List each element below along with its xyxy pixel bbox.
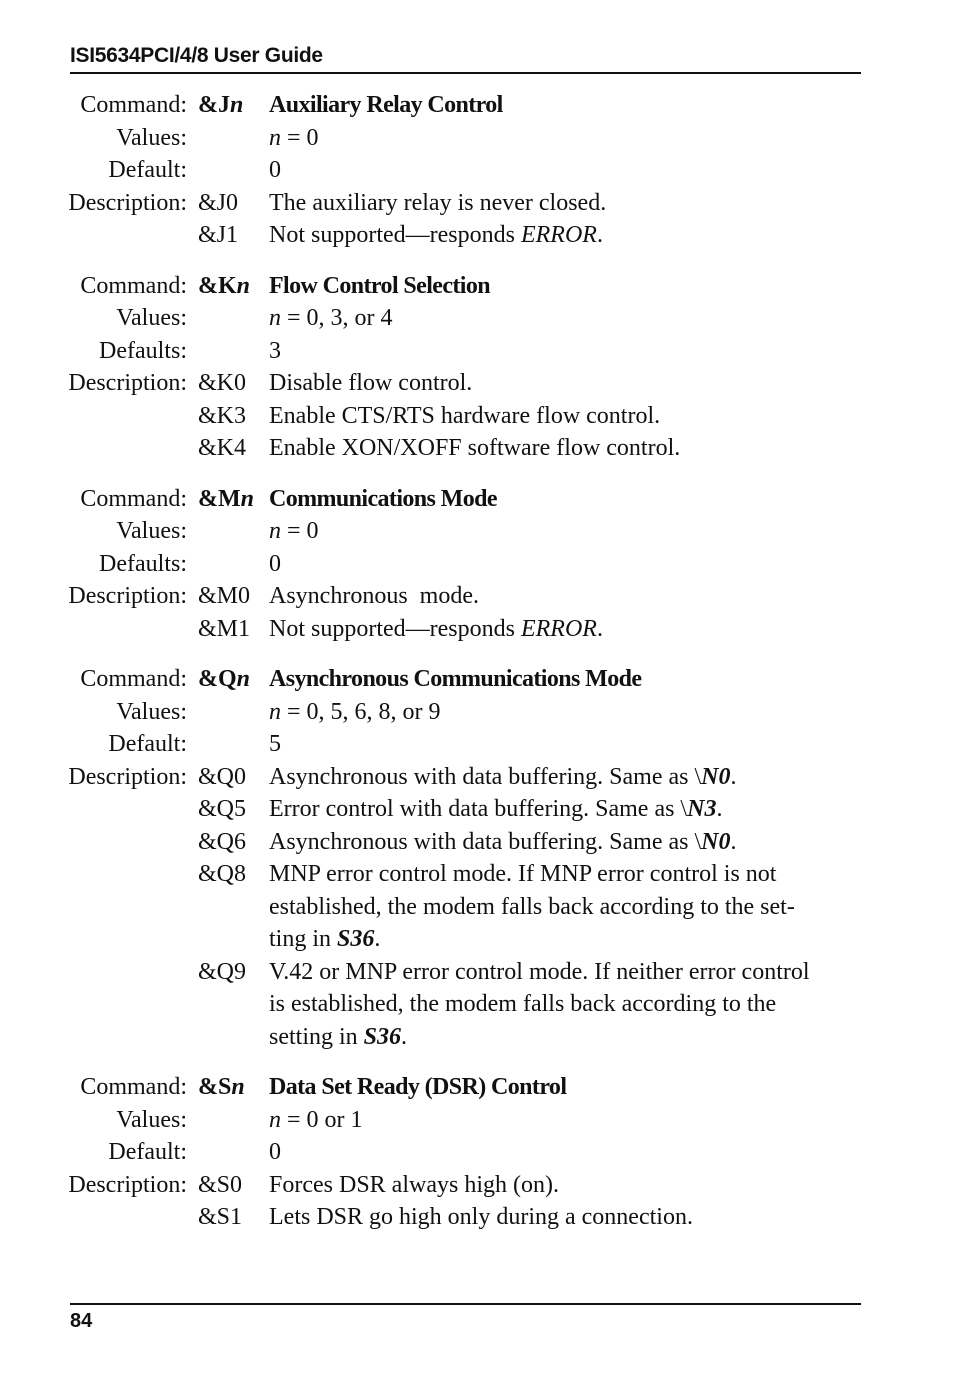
- option-text: Disable flow control.: [269, 370, 473, 396]
- command-entry-and-s: [0, 1071, 954, 1234]
- description-row: [0, 793, 954, 826]
- default-label: Default:: [108, 1139, 187, 1165]
- option-text: Enable CTS/RTS hardware flow control.: [269, 402, 661, 429]
- command-title: Asynchronous Communications Mode: [269, 666, 642, 692]
- description-row: [0, 1169, 954, 1202]
- option-code: &M1: [198, 615, 251, 642]
- default-value: 3: [269, 337, 281, 364]
- option-code: &K3: [198, 402, 246, 429]
- description-label: Description:: [68, 1171, 187, 1198]
- header-rule: [70, 72, 861, 74]
- default-row: [0, 728, 954, 761]
- description-row: [0, 187, 954, 220]
- values-label: Values:: [116, 124, 187, 151]
- values-row: [0, 515, 954, 548]
- option-text: Asynchronous with data buffering. Same as \N0.: [269, 828, 737, 855]
- option-code: &K4: [198, 435, 246, 461]
- default-label: Defaults:: [99, 550, 187, 577]
- description-row: [0, 826, 954, 859]
- default-row: [0, 1136, 954, 1169]
- command-label: Command:: [80, 272, 187, 299]
- default-value: 0: [269, 550, 281, 577]
- command-label: Command:: [80, 92, 187, 118]
- option-code: &S0: [198, 1171, 243, 1198]
- option-text: Forces DSR always high (on).: [269, 1171, 559, 1198]
- option-text: Error control with data buffering. Same as \N3.: [269, 796, 723, 822]
- option-text: Asynchronous with data buffering. Same as \N0.: [269, 763, 737, 790]
- option-code: &J0: [198, 189, 239, 216]
- command-list: [0, 89, 954, 1252]
- command-code: &Jn: [198, 92, 244, 118]
- option-code: &Q8: [198, 861, 246, 887]
- command-row: [0, 89, 954, 122]
- option-text: Not supported—responds ERROR.: [269, 615, 603, 642]
- values-text: n = 0, 3, or 4: [269, 305, 393, 331]
- command-label: Command:: [80, 1074, 187, 1100]
- command-code: &Qn: [198, 666, 251, 692]
- command-title: Auxiliary Relay Control: [269, 92, 503, 118]
- option-text: The auxiliary relay is never closed.: [269, 189, 607, 216]
- command-title: Data Set Ready (DSR) Control: [269, 1074, 567, 1100]
- values-label: Values:: [116, 305, 187, 331]
- default-label: Defaults:: [99, 337, 187, 364]
- default-row: [0, 154, 954, 187]
- values-label: Values:: [116, 1106, 187, 1133]
- description-row: [0, 432, 954, 465]
- command-title: Flow Control Selection: [269, 272, 490, 299]
- description-row: [0, 400, 954, 433]
- option-text: Asynchronous mode.: [269, 583, 479, 609]
- option-text: Enable XON/XOFF software flow control.: [269, 435, 681, 461]
- command-row: [0, 663, 954, 696]
- header-title: ISI5634PCI/4/8 User Guide: [70, 44, 323, 67]
- values-row: [0, 696, 954, 729]
- command-code: &Mn: [198, 485, 255, 512]
- option-code: &K0: [198, 370, 246, 396]
- option-code: &Q5: [198, 796, 246, 822]
- default-value: 5: [269, 731, 281, 757]
- command-label: Command:: [80, 666, 187, 692]
- values-text: n = 0 or 1: [269, 1106, 363, 1133]
- description-row: [0, 580, 954, 613]
- description-label: Description:: [68, 370, 187, 396]
- description-row: [0, 613, 954, 646]
- values-text: n = 0: [269, 124, 319, 151]
- command-entry-and-k: [0, 270, 954, 465]
- command-row: [0, 270, 954, 303]
- option-code: &J1: [198, 222, 239, 248]
- description-label: Description:: [68, 583, 187, 609]
- option-code: &Q6: [198, 828, 246, 855]
- command-entry-and-q: [0, 663, 954, 1053]
- description-label: Description:: [68, 189, 187, 216]
- option-code: &S1: [198, 1204, 243, 1230]
- command-entry-and-m: [0, 483, 954, 646]
- description-row: [0, 858, 954, 956]
- command-code: &Kn: [198, 272, 251, 299]
- footer-rule: [70, 1303, 861, 1305]
- option-code: &Q9: [198, 958, 246, 985]
- option-text: V.42 or MNP error control mode. If neither error control is established, the modem falls back according to the setting in S36.: [269, 958, 810, 1050]
- default-row: [0, 548, 954, 581]
- values-text: n = 0: [269, 518, 319, 544]
- values-row: [0, 1104, 954, 1137]
- option-text: MNP error control mode. If MNP error control is not established, the modem falls back according to the set- ting in S36.: [269, 861, 795, 952]
- command-entry-and-j: [0, 89, 954, 252]
- option-code: &M0: [198, 583, 251, 609]
- option-code: &Q0: [198, 763, 246, 790]
- page-number: 84: [70, 1310, 93, 1332]
- description-row: [0, 1201, 954, 1234]
- command-title: Communications Mode: [269, 485, 497, 512]
- description-row: [0, 761, 954, 794]
- values-row: [0, 302, 954, 335]
- description-row: [0, 219, 954, 252]
- option-text: Lets DSR go high only during a connection.: [269, 1204, 693, 1230]
- command-label: Command:: [80, 485, 187, 512]
- values-text: n = 0, 5, 6, 8, or 9: [269, 698, 441, 725]
- command-code: &Sn: [198, 1074, 245, 1100]
- default-value: 0: [269, 1139, 281, 1165]
- values-label: Values:: [116, 518, 187, 544]
- description-row: [0, 367, 954, 400]
- description-label: Description:: [68, 763, 187, 790]
- default-label: Default:: [108, 157, 187, 183]
- values-row: [0, 122, 954, 155]
- default-value: 0: [269, 157, 281, 183]
- command-row: [0, 1071, 954, 1104]
- option-text: Not supported—responds ERROR.: [269, 222, 603, 248]
- description-row: [0, 956, 954, 1054]
- default-label: Default:: [108, 731, 187, 757]
- default-row: [0, 335, 954, 368]
- values-label: Values:: [116, 698, 187, 725]
- command-row: [0, 483, 954, 516]
